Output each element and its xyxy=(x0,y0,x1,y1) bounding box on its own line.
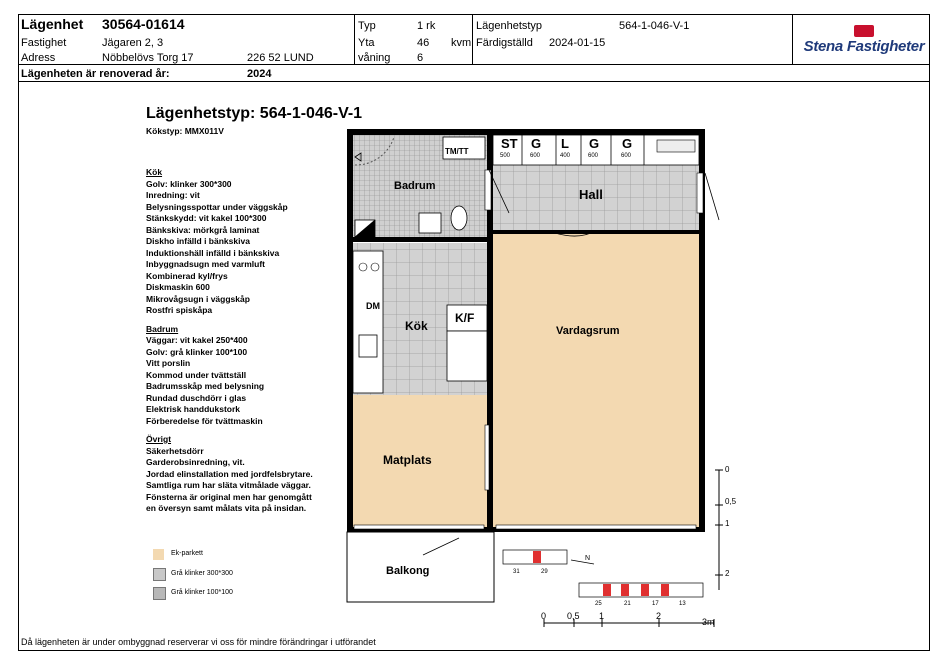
legend-swatch-parkett xyxy=(153,549,164,560)
key-number: 25 xyxy=(595,601,602,607)
north-arrow-label: N xyxy=(585,555,591,562)
entrance-door xyxy=(697,173,703,213)
address-label: Adress xyxy=(21,52,56,64)
sink-icon xyxy=(419,213,441,233)
renovated-year: 2024 xyxy=(247,68,272,80)
apt-label: Lägenhet xyxy=(21,16,84,32)
property-value: Jägaren 2, 3 xyxy=(102,37,164,49)
spec-item: Badrumsskåp med belysning xyxy=(146,381,265,391)
spec-item: Samtliga rum har släta vitmålade väggar. xyxy=(146,480,311,490)
area-label: Yta xyxy=(358,37,375,49)
wardrobe-label: G xyxy=(589,136,600,151)
spec-heading-ovrigt: Övrigt xyxy=(146,434,172,444)
key-number: 31 xyxy=(513,569,520,575)
plan-title: Lägenhetstyp: 564-1-046-V-1 xyxy=(146,105,363,122)
spec-item: Golv: klinker 300*300 xyxy=(146,178,232,189)
spec-item: Rostfri spiskåpa xyxy=(146,305,213,315)
key-number: 17 xyxy=(652,601,659,607)
wardrobe-label: ST xyxy=(501,136,518,151)
key-number: 21 xyxy=(624,601,631,607)
floor-label: våning xyxy=(358,52,391,64)
spec-item: Stänkskydd: vit kakel 100*300 xyxy=(146,213,267,223)
floor-plan-sheet xyxy=(18,14,930,651)
wardrobe-size: 600 xyxy=(621,153,632,159)
room-vardagsrum: Vardagsrum xyxy=(556,325,620,337)
spec-item: Förberedelse för tvättmaskin xyxy=(146,415,263,426)
vscale-label: 2 xyxy=(725,569,730,578)
spec-item: Fönsterna är original men har genomgått xyxy=(146,491,312,502)
key-plan xyxy=(503,550,703,597)
spec-item: Säkerhetsdörr xyxy=(146,445,204,456)
room-badrum: Badrum xyxy=(394,180,436,192)
window xyxy=(354,525,484,529)
hscale-label: 3m xyxy=(702,617,715,627)
kitchen-counter xyxy=(353,251,383,393)
room-balkong: Balkong xyxy=(386,565,430,577)
hscale-label: 0,5 xyxy=(567,611,580,621)
apt-type-label: Lägenhetstyp xyxy=(476,20,543,32)
hscale-label: 2 xyxy=(656,611,662,621)
legend-klinker300: Grå klinker 300*300 xyxy=(171,570,233,577)
spec-item: Vitt porslin xyxy=(146,358,191,368)
renovated-label: Lägenheten är renoverad år: xyxy=(21,68,170,80)
room-matplats: Matplats xyxy=(383,453,432,467)
wardrobe-size: 600 xyxy=(588,153,599,159)
spec-item: Väggar: vit kakel 250*400 xyxy=(146,335,248,345)
spec-item: Elektrisk handdukstork xyxy=(146,404,241,414)
wardrobe-size: 600 xyxy=(530,153,541,159)
wardrobe-label: G xyxy=(531,136,542,151)
vscale-label: 1 xyxy=(725,519,730,528)
footer-note: Då lägenheten är under ombyggnad reserverar vi oss för mindre förändringar i utförandet xyxy=(21,637,376,647)
spec-heading-badrum: Badrum xyxy=(146,323,179,334)
opening xyxy=(485,425,489,490)
spec-heading-kok: Kök xyxy=(146,167,163,177)
wardrobe-size: 500 xyxy=(500,153,511,159)
room-kok: Kök xyxy=(405,319,428,333)
shelf xyxy=(657,140,695,152)
key-number: 13 xyxy=(679,601,686,607)
kitchen-type: Kökstyp: MMX011V xyxy=(146,126,224,136)
room-hall: Hall xyxy=(579,187,603,202)
spec-item: Inredning: vit xyxy=(146,190,200,200)
area-value: 46 xyxy=(417,37,430,49)
spec-item: Bänkskiva: mörkgrå laminat xyxy=(146,224,260,235)
spec-item: en översyn samt målats vita på insidan. xyxy=(146,503,307,513)
floor-value: 6 xyxy=(417,52,424,64)
completed-value: 2024-01-15 xyxy=(549,37,606,49)
type-label: Typ xyxy=(358,20,376,32)
spec-item: Jordad elinstallation med jordfelsbrytare. xyxy=(146,468,313,479)
property-label: Fastighet xyxy=(21,37,67,49)
type-value: 1 rk xyxy=(417,20,436,32)
window xyxy=(496,525,696,529)
spec-item: Inbyggnadsugn med varmluft xyxy=(146,259,266,269)
vscale-label: 0 xyxy=(725,465,730,474)
wardrobe-label: L xyxy=(561,136,569,151)
wardrobe-size: 400 xyxy=(560,153,571,159)
spec-item: Diskmaskin 600 xyxy=(146,282,210,292)
legend-klinker100: Grå klinker 100*100 xyxy=(171,589,233,596)
apt-number: 30564-01614 xyxy=(102,16,185,32)
spec-item: Belysningsspottar under väggskåp xyxy=(146,201,288,212)
spec-item: Kombinerad kyl/frys xyxy=(146,270,228,281)
hscale-label: 1 xyxy=(599,611,605,621)
key-number: 29 xyxy=(541,569,548,575)
hscale-label: 0 xyxy=(541,611,547,621)
address-zip-city: 226 52 LUND xyxy=(247,52,314,64)
vscale-label: 0,5 xyxy=(725,497,737,506)
bathroom-door xyxy=(485,170,491,210)
stove-icon xyxy=(359,335,377,357)
spec-item: Kommod under tvättställ xyxy=(146,369,247,380)
room-kf: K/F xyxy=(455,311,475,325)
area-unit: kvm xyxy=(451,37,472,49)
apt-type-value: 564-1-046-V-1 xyxy=(619,20,690,32)
spec-item: Diskho infälld i bänkskiva xyxy=(146,236,250,246)
toilet-icon xyxy=(451,206,467,230)
legend-parkett: Ek-parkett xyxy=(171,550,203,557)
spec-item: Golv: grå klinker 100*100 xyxy=(146,346,248,357)
wardrobe-label: G xyxy=(622,136,633,151)
legend-swatch-klinker100 xyxy=(153,587,166,600)
logo-text: Stena Fastigheter xyxy=(803,38,925,55)
completed-label: Färdigställd xyxy=(476,37,533,49)
spec-item: Rundad duschdörr i glas xyxy=(146,392,247,403)
spec-item: Induktionshäll infälld i bänkskiva xyxy=(146,247,280,258)
spec-item: Mikrovågsugn i väggskåp xyxy=(146,293,250,304)
room-tmtt: TM/TT xyxy=(445,147,469,156)
room-dm: DM xyxy=(366,301,380,311)
legend-swatch-klinker300 xyxy=(153,568,166,581)
address-street: Nöbbelövs Torg 17 xyxy=(102,52,194,64)
vardagsrum-floor xyxy=(493,233,699,527)
spec-item: Garderobsinredning, vit. xyxy=(146,457,245,467)
